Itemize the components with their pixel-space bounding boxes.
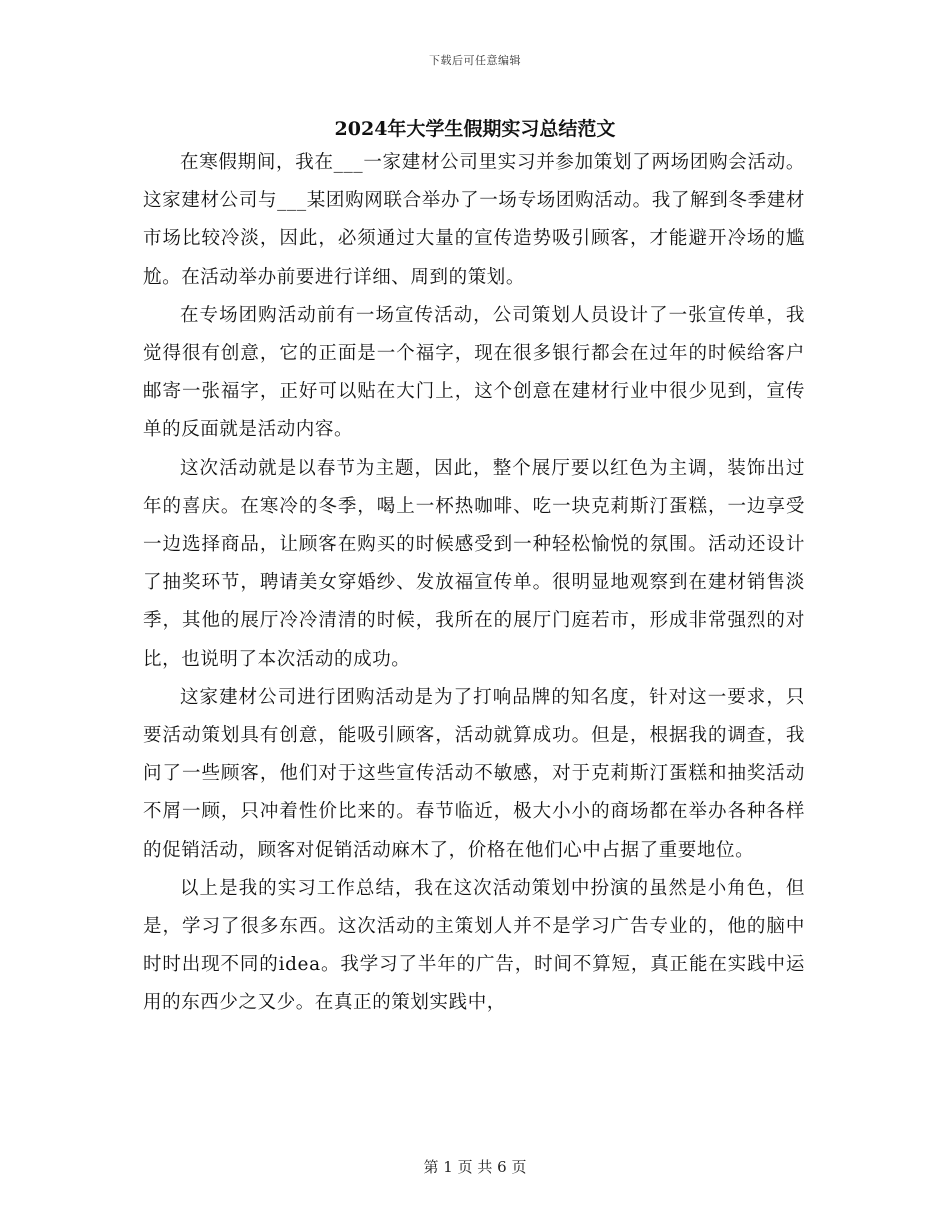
document-body — [143, 144, 805, 1023]
paragraph-3: 这次活动就是以春节为主题，因此，整个展厅要以红色为主调，装饰出过年的喜庆。在寒冷的冬季，喝上一杯热咖啡、吃一块克莉斯汀蛋糕，一边享受一边选择商品，让顾客在购买的时候感受到一种轻松愉悦的氛围。活动还设计了抽奖环节，聘请美女穿婚纱、发放福宣传单。很明显地观察到在建材销售淡季，其他的展厅冷冷清清的时候，我所在的展厅门庭若市，形成非常强烈的对比，也说明了本次活动的成功。 — [143, 457, 805, 670]
paragraph-1: 在寒假期间，我在___一家建材公司里实习并参加策划了两场团购会活动。这家建材公司与___某团购网联合举办了一场专场团购活动。我了解到冬季建材市场比较冷淡，因此，必须通过大量的宣传造势吸引顾客，才能避开冷场的尴尬。在活动举办前要进行详细、周到的策划。 — [143, 152, 805, 288]
page-number: 第 1 页 共 6 页 — [423, 1158, 527, 1176]
paragraph-2: 在专场团购活动前有一场宣传活动，公司策划人员设计了一张宣传单，我觉得很有创意，它的正面是一个福字，现在很多银行都会在过年的时候给客户邮寄一张福字，正好可以贴在大门上，这个创意在建材行业中很少见到，宣传单的反面就是活动内容。 — [143, 304, 805, 441]
document-title: 2024年大学生假期实习总结范文 — [334, 118, 616, 140]
paragraph-4: 这家建材公司进行团购活动是为了打响品牌的知名度，针对这一要求，只要活动策划具有创意，能吸引顾客，活动就算成功。但是，根据我的调查，我问了一些顾客，他们对于这些宣传活动不敏感，对于克莉斯汀蛋糕和抽奖活动不屑一顾，只冲着性价比来的。春节临近，极大小小的商场都在举办各种各样的促销活动，顾客对促销活动麻木了，价格在他们心中占据了重要地位。 — [143, 686, 805, 861]
paragraph-5: 以上是我的实习工作总结，我在这次活动策划中扮演的虽然是小角色，但是，学习了很多东西。这次活动的主策划人并不是学习广告专业的，他的脑中时时出现不同的idea。我学习了半年的广告，时间不算短，真正能在实践中运用的东西少之又少。在真正的策划实践中， — [143, 877, 805, 1014]
page-header-note: 下载后可任意编辑 — [429, 54, 521, 67]
